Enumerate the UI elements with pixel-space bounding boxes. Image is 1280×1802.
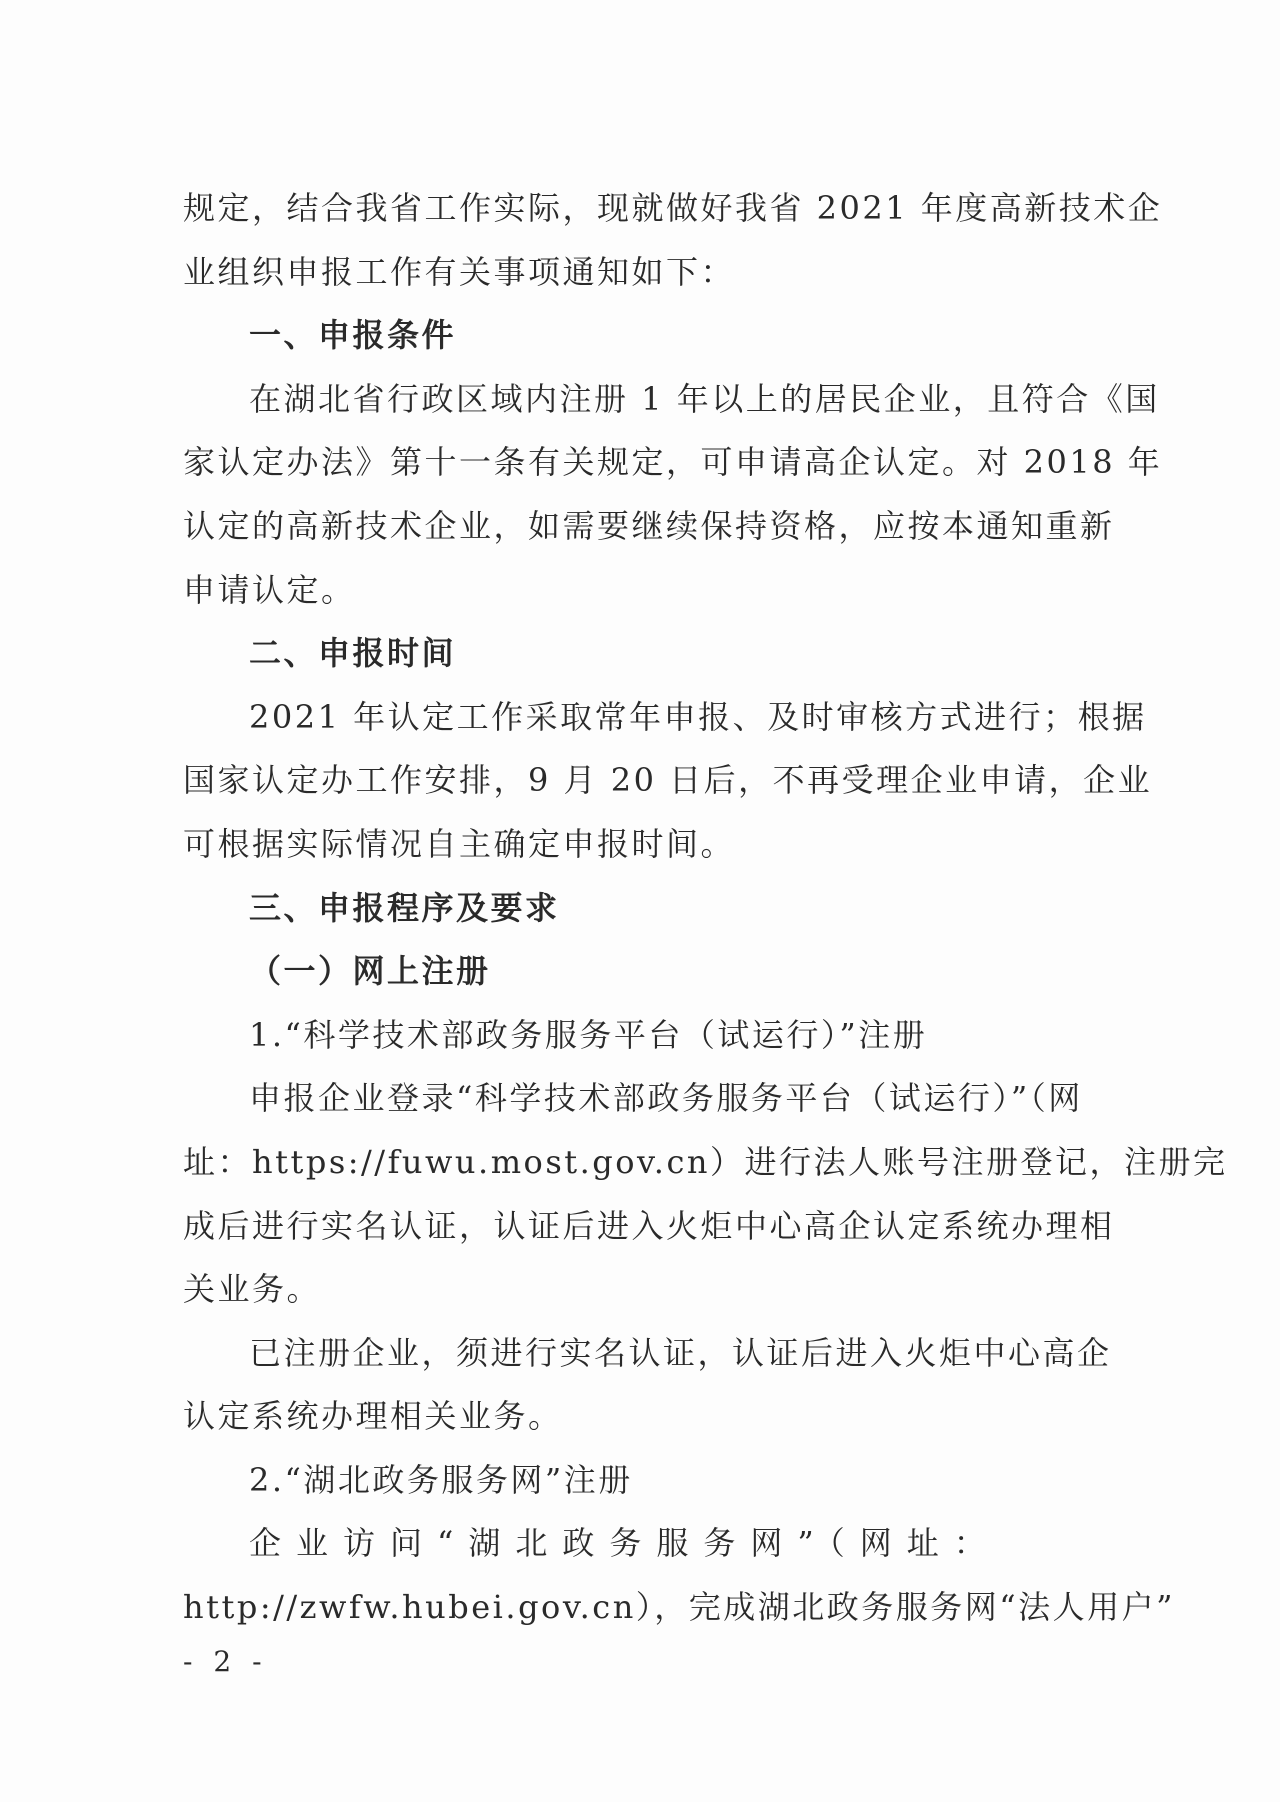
page-number: - 2 - <box>183 1645 268 1678</box>
body-text-line-url: http://zwfw.hubei.gov.cn），完成湖北政务服务网“法人用户” <box>183 1588 1176 1627</box>
body-text-line: 成后进行实名认证，认证后进入火炬中心高企认定系统办理相 <box>183 1206 1115 1245</box>
body-text-line: 关业务。 <box>183 1270 322 1309</box>
body-text-line: 业组织申报工作有关事项通知如下： <box>183 252 736 291</box>
section-heading-conditions: 一、申报条件 <box>249 316 457 355</box>
body-text-line: 申请认定。 <box>183 570 356 609</box>
body-text-line: 在湖北省行政区域内注册 1 年以上的居民企业，且符合《国 <box>249 379 1160 418</box>
section-heading-time: 二、申报时间 <box>249 634 457 673</box>
document-body <box>183 177 1228 1640</box>
list-item-title: 2.“湖北政务服务网”注册 <box>249 1460 633 1499</box>
body-text-line: 认定的高新技术企业，如需要继续保持资格，应按本通知重新 <box>183 506 1115 545</box>
body-text-line: 企业访问“湖北政务服务网”（网址： <box>249 1524 1001 1563</box>
body-text-line: 2021 年认定工作采取常年申报、及时审核方式进行；根据 <box>249 697 1147 736</box>
section-heading-procedure: 三、申报程序及要求 <box>249 888 560 927</box>
body-text-line: 申报企业登录“科学技术部政务服务平台（试运行）”（网 <box>249 1079 1083 1118</box>
subsection-heading-online-registration: （一）网上注册 <box>249 952 491 991</box>
body-text-line: 规定，结合我省工作实际，现就做好我省 2021 年度高新技术企 <box>183 189 1163 227</box>
body-text-line: 可根据实际情况自主确定申报时间。 <box>183 824 736 863</box>
body-text-line-url: 址：https://fuwu.most.gov.cn）进行法人账号注册登记，注册完 <box>183 1142 1228 1181</box>
body-text-line: 家认定办法》第十一条有关规定，可申请高企认定。对 2018 年 <box>183 443 1163 482</box>
body-text-line: 国家认定办工作安排，9 月 20 日后，不再受理企业申请，企业 <box>183 761 1153 800</box>
body-text-line: 认定系统办理相关业务。 <box>183 1397 563 1436</box>
list-item-title: 1.“科学技术部政务服务平台（试运行）”注册 <box>249 1015 928 1054</box>
body-text-line: 已注册企业，须进行实名认证，认证后进入火炬中心高企 <box>249 1333 1112 1372</box>
